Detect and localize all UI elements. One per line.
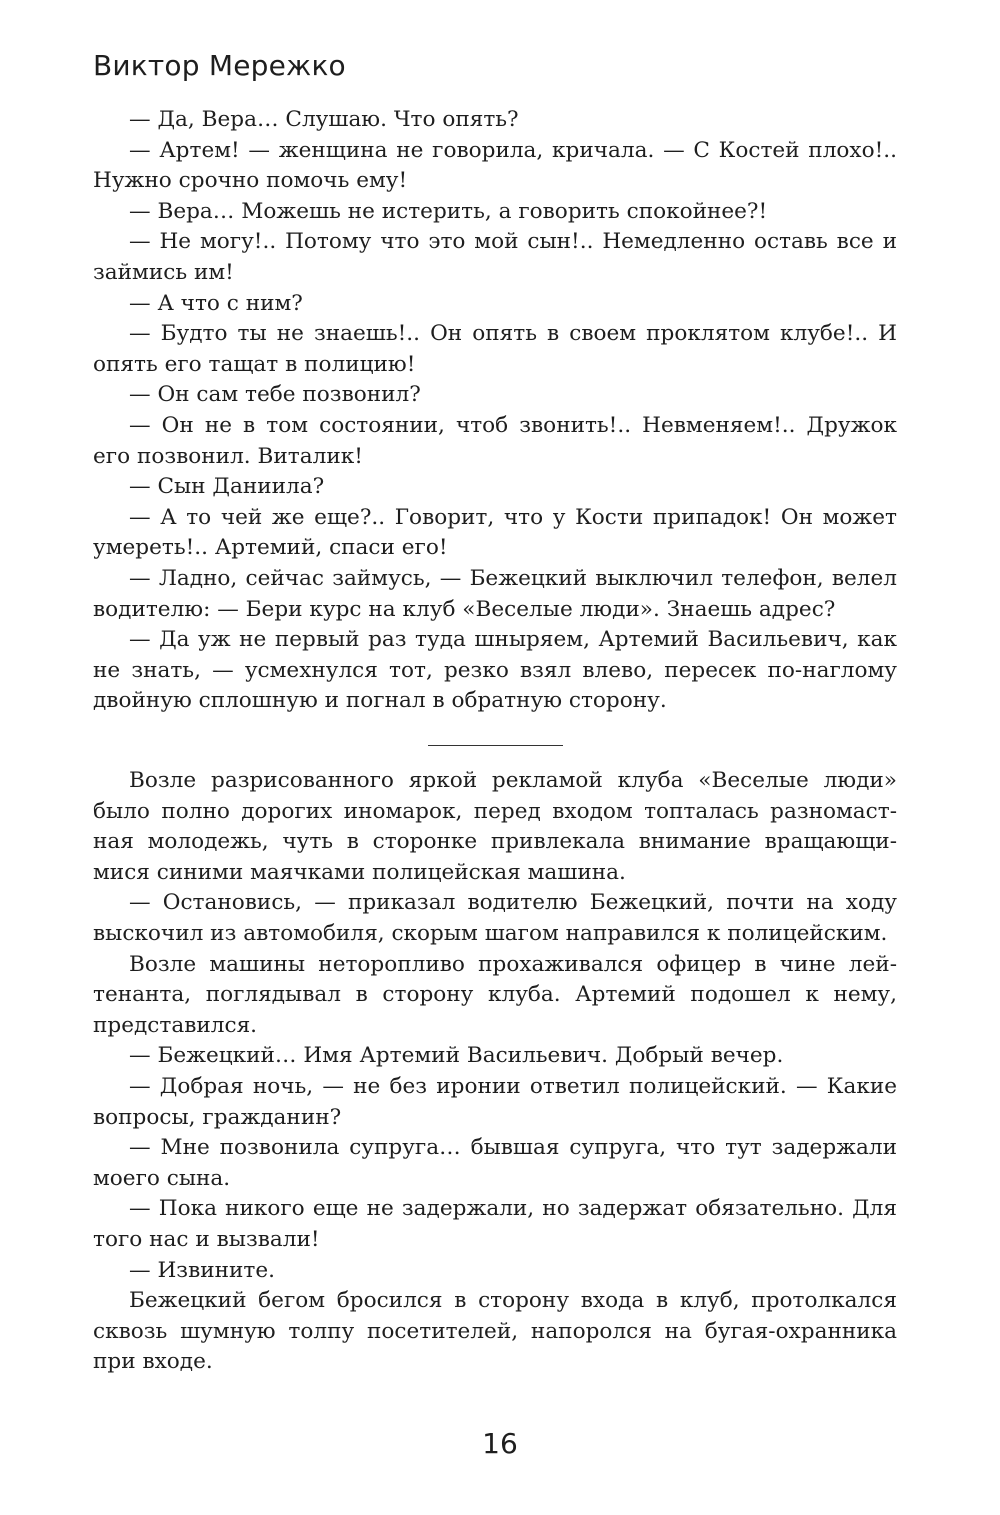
- paragraph: — Извините.: [129, 1257, 275, 1283]
- paragraph: — А что с ним?: [129, 290, 303, 316]
- paragraph: — Он не в том состоянии, чтоб звонить!.. Невменяем!.. Дружок его позвонил. Виталик!: [93, 412, 897, 469]
- paragraph: — Он сам тебе позвонил?: [129, 382, 421, 408]
- paragraph: — Сын Даниила?: [129, 474, 325, 500]
- paragraph: — Не могу!.. Потому что это мой сын!.. Немедленно оставь все и займись им!: [93, 229, 897, 285]
- text-section-2: [93, 766, 897, 1378]
- section-separator: [428, 745, 563, 746]
- paragraph: Бежецкий бегом бросился в сторону входа в клуб, протолкался сквозь шумную толпу посетителей, напоролся на бугая-охранника при входе.: [93, 1288, 897, 1375]
- text-section-1: [93, 105, 897, 717]
- page-number: 16: [482, 1427, 518, 1460]
- paragraph: Возле разрисованного яркой рекламой клуба «Веселые люди» было полно дорогих иномарок, перед входом топталась разномастная молодежь, чуть в сторонке привлекала внимание вращающимися синими маячками полицейская машина.: [93, 768, 897, 885]
- paragraph: — Мне позвонила супруга… бывшая супруга, что тут задержали моего сына.: [93, 1135, 897, 1191]
- paragraph: — Вера… Можешь не истерить, а говорить спокойнее?!: [129, 198, 768, 224]
- paragraph: — Ладно, сейчас займусь, — Бежецкий выключил телефон, велел водителю: — Бери курс на клуб «Веселые люди». Знаешь адрес?: [93, 565, 897, 622]
- paragraph: — Да уж не первый раз туда шныряем, Артемий Васильевич, как не знать, — усмехнулся тот, резко взял влево, пересек по-наглому двойную сплошную и погнал в обратную сторону.: [93, 627, 897, 714]
- paragraph: — Пока никого еще не задержали, но задержат обязательно. Для того нас и вызвали!: [93, 1196, 897, 1252]
- paragraph: — Да, Вера… Слушаю. Что опять?: [129, 107, 519, 132]
- paragraph: — Добрая ночь, — не без иронии ответил полицейский. — Какие вопросы, гражданин?: [93, 1073, 897, 1130]
- paragraph: — Артем! — женщина не говорила, кричала. — С Костей плохо!.. Нужно срочно помочь ему!: [93, 137, 897, 194]
- paragraph: — Будто ты не знаешь!.. Он опять в своем проклятом клубе!.. И опять его тащат в полицию!: [93, 321, 897, 377]
- paragraph: Возле машины неторопливо прохаживался офицер в чине лейтенанта, поглядывал в сторону клуба. Артемий подошел к нему, представился.: [93, 951, 897, 1038]
- running-head: Виктор Мережко: [93, 49, 346, 82]
- paragraph: — А то чей же еще?.. Говорит, что у Кости припадок! Он может умереть!.. Артемий, спаси его!: [93, 504, 897, 561]
- paragraph: — Бежецкий… Имя Артемий Васильевич. Добрый вечер.: [129, 1043, 784, 1069]
- paragraph: — Остановись, — приказал водителю Бежецкий, почти на ходу выскочил из автомобиля, скорым шагом направился к полицейским.: [93, 890, 897, 946]
